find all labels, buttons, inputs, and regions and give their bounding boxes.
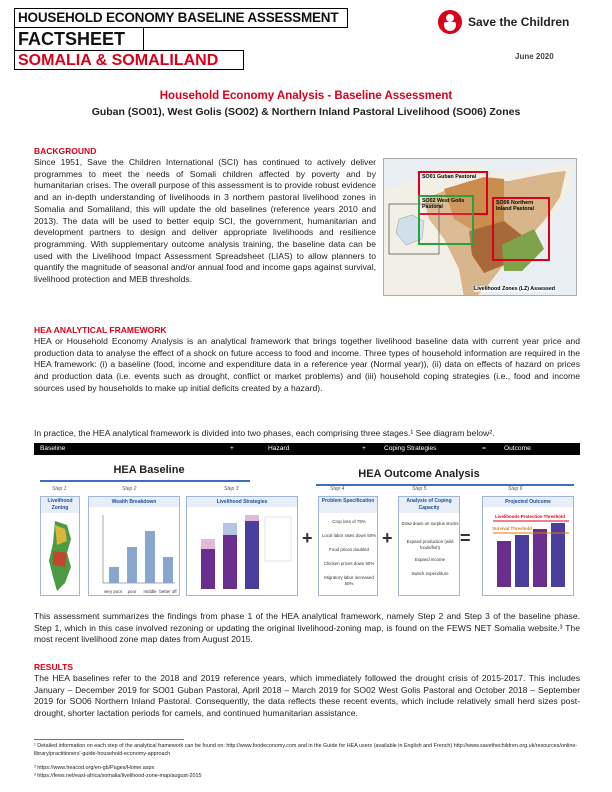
stage-equals: = (482, 445, 486, 452)
zoning-map-graphic (47, 521, 75, 591)
header-line-1: HOUSEHOLD ECONOMY BASELINE ASSESSMENT (14, 8, 348, 28)
zone-label-northern-inland: SO06 Northern Inland Pastoral (496, 200, 534, 212)
outcome-chart (487, 511, 571, 595)
framework-text: HEA or Household Economy Analysis is an analytical framework that brings together livelihood baseline data with current year price and production data to analyse the effect of a shock on future access to food and income. Three types of household information are required in the HEA framework: (i) a baseline (food, income and expenditure data in a reference year (Normal year)), (ii) data on effects of hazard on prices and production data (i.e. events such as drought, conflict or market problems) and (iii) household coping strategies (i.e., food and income sources used by households to make up initial deficits created by a hazard). (34, 336, 580, 393)
map-caption: Livelihood Zones (LZ) Assessed (474, 286, 556, 292)
stage-outcome: Outcome (504, 445, 531, 452)
wg-very-poor: very poor (103, 589, 123, 594)
zone-label-guban: SO01 Guban Pastoral (422, 174, 477, 180)
page-title: Household Economy Analysis - Baseline Assessment (159, 90, 453, 102)
wg-poor: poor (127, 589, 137, 594)
results-heading: RESULTS (34, 662, 74, 672)
stage-hazard: Hazard (268, 445, 290, 452)
coping-item-1: Draw down on surplus stocks (401, 521, 459, 526)
save-the-children-logo (438, 10, 569, 34)
diagram-title-baseline: HEA Baseline (113, 464, 185, 476)
problem-item-5: Migratory labor increased 50% (324, 575, 374, 586)
step-1-label: Step 1 (52, 486, 67, 492)
zone-label-west-golis: SO02 West Golis Pastoral (422, 198, 465, 210)
problem-item-2: Local labor rates down 50% (321, 533, 377, 538)
projected-outcome-box: Projected Outcome Livelihoods Protection Threshold Survival Threshold (482, 496, 574, 596)
threshold-livelihoods-label: Livelihoods Protection Threshold (495, 514, 565, 519)
stage-baseline: Baseline (40, 445, 66, 452)
wg-middle: middle (143, 589, 157, 594)
footnote-rule (34, 739, 184, 740)
stage-plus-1: + (230, 445, 234, 452)
results-text: The HEA baselines refer to the 2018 and 2019 reference years, which immediately followed the drought crisis of 2015-2017. This includes January – December 2019 for SO01 Guban Pastoral, April 2018 – March 2019 for SO02 West Golis Pastoral and October 2018 – September 2019 for SO06 Northern Inland Pastoral. Consequently, the data reflects these recent events, which include relatively small herd sizes post-drought, shorter lactation periods for camels, and continued humanitarian assistance. (34, 673, 580, 719)
equals-sign: = (460, 528, 471, 548)
problem-item-1: Crop loss of 75% (332, 519, 366, 524)
page-subtitle: Guban (SO01), West Golis (SO02) & Northern Inland Pastoral Livelihood (SO06) Zones (91, 106, 521, 118)
background-text: Since 1951, Save the Children International (SCI) has continued to actively deliver programmes to meet the needs of Somali children affected by poverty and by humanitarian crises. The overall purpose of this assessment is to provide robust evidence and an in-depth understanding of livelihoods in 3 northern pastoral livelihood zones in Somalia and Somaliland, this will update the old baselines (reference years 2010 and 2013). The data will be used to better equip SCI, the government, humanitarian and development partners to design and deliver appropriate livelihoods and resilience programming. With supplementary outcome analysis training, the baseline data can be used with the Livelihood Impact Assessment Spreadsheet (LIAS) to allow planners to quantify the magnitude of seasonal and/or annual food and income gaps against survival, livelihood protection and MEB thresholds. (34, 157, 376, 285)
child-icon (438, 10, 462, 34)
header-line-2: FACTSHEET (14, 28, 144, 50)
zone-box-west-golis (418, 195, 474, 245)
framework-phases: In practice, the HEA analytical framework is divided into two phases, each comprising three stages.¹ See diagram below². (34, 428, 495, 438)
step-5-label: Step 5 (412, 486, 427, 492)
footnote-2: ² https://www.heacod.org/en-gb/Pages/Home.aspx (34, 765, 155, 771)
stage-plus-2: + (362, 445, 366, 452)
step-4-label: Step 4 (330, 486, 345, 492)
footnote-3: ³ https://fews.net/east-africa/somalia/livelihood-zone-map/august-2015 (34, 773, 202, 779)
outcome-rule (316, 484, 574, 486)
step-6-label: Step 6 (508, 486, 523, 492)
diagram-title-outcome: HEA Outcome Analysis (358, 468, 480, 480)
logo-text: Save the Children (468, 15, 570, 29)
strategies-stacked-chart (193, 513, 293, 593)
coping-capacity-box: Analysis of Coping Capacity Draw down on surplus stocks Expand production (wild foods/fish) Expand income Switch expenditure (398, 496, 460, 596)
step-3-label: Step 3 (224, 486, 239, 492)
livelihood-zoning-box: Livelihood Zoning (40, 496, 80, 596)
livelihood-strategies-box: Livelihood Strategies (186, 496, 298, 596)
stage-coping: Coping Strategies (384, 445, 437, 452)
footnote-1: ¹ Detailed information on each step of the analytical framework can be found on: http://www.foodeconomy.com and in the Guide for HEA users (available in English and French) http://www.savethechildren.org.uk/resources/online-library/practitioners'-guide-household-economy-approach (34, 743, 578, 757)
zone-box-northern-inland (492, 197, 550, 261)
report-date: June 2020 (515, 52, 554, 61)
coping-item-2: Expand production (wild foods/fish) (406, 539, 454, 550)
framework-heading: HEA ANALYTICAL FRAMEWORK (34, 325, 167, 335)
hea-framework-diagram (34, 458, 580, 606)
problem-specification-box: Problem Specification Crop loss of 75% Local labor rates down 50% Food prices doubled Chicken prices down 50% Migratory labor increased 50% (318, 496, 378, 596)
wealth-breakdown-box: Wealth Breakdown very poor poor middle better off (88, 496, 180, 596)
hea-stage-bar (34, 443, 580, 455)
coping-item-4: Switch expenditure (411, 571, 449, 576)
threshold-survival-label: Survival Threshold (492, 526, 532, 531)
baseline-rule (40, 480, 250, 482)
livelihood-zone-map (383, 158, 577, 296)
problem-item-3: Food prices doubled (329, 547, 369, 552)
plus-sign-1: + (302, 528, 313, 548)
step-2-label: Step 2 (122, 486, 137, 492)
wg-better-off: better off (159, 589, 177, 594)
wealth-bar-chart (93, 511, 177, 595)
summary-text: This assessment summarizes the findings from phase 1 of the HEA analytical framework, namely Step 2 and Step 3 of the baseline phase. Step 1, which in this case involved rezoning or updating the original livelihood-zoning map, is found on the FEWS NET Somalia website.³ The most recent livelihood zone map dates from August 2015. (34, 611, 580, 645)
coping-item-3: Expand income (414, 557, 446, 562)
header-line-3: SOMALIA & SOMALILAND (14, 50, 244, 70)
background-heading: BACKGROUND (34, 146, 97, 156)
problem-item-4: Chicken prices down 50% (323, 561, 375, 566)
factsheet-header (14, 8, 348, 68)
plus-sign-2: + (382, 528, 393, 548)
